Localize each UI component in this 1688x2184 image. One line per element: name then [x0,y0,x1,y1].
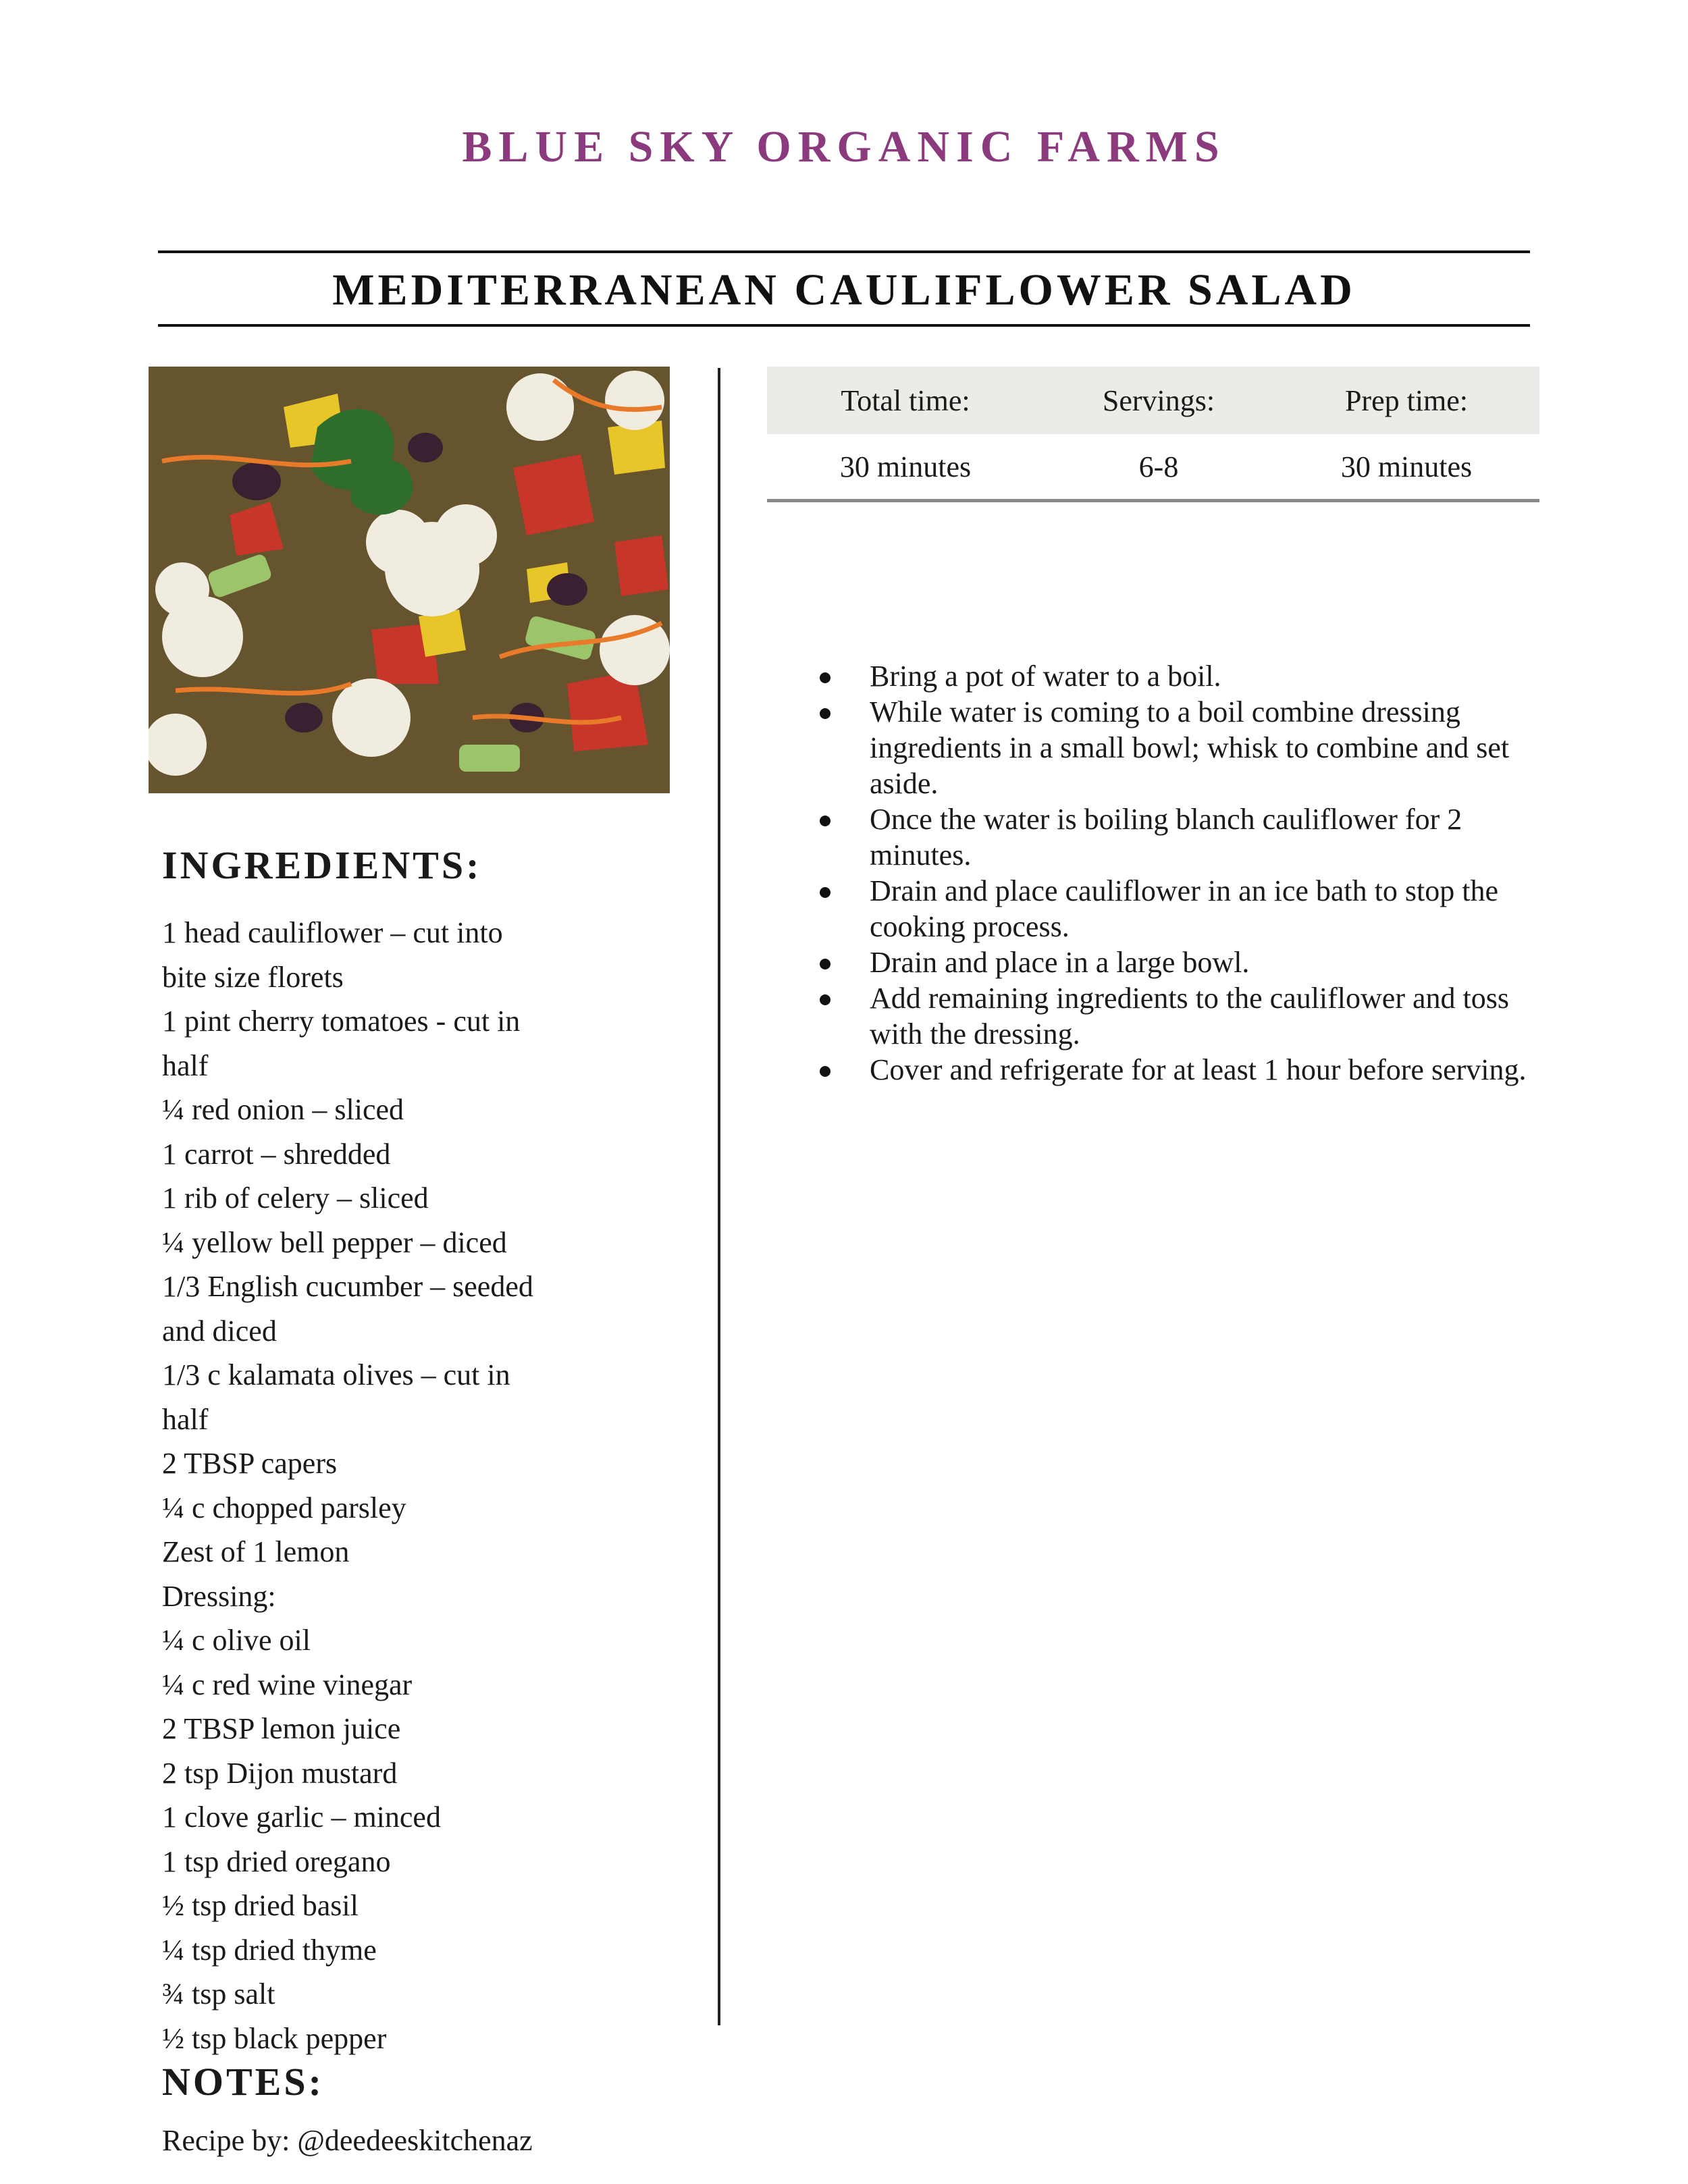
ingredient-line: 1 head cauliflower – cut into [162,916,503,949]
prep-time-value: 30 minutes [1340,450,1473,483]
bullet-icon [820,887,830,898]
servings-value: 6-8 [1138,450,1179,483]
bullet-icon [820,816,830,826]
bullet-icon [820,708,830,719]
column-divider [718,368,720,2025]
direction-text: Cover and refrigerate for at least 1 hour before serving. [870,1053,1527,1086]
ingredient-line: ¼ c chopped parsley [162,1491,406,1524]
direction-step [810,658,1539,694]
ingredient-line: half [162,1402,209,1436]
ingredient-line: 1 tsp dried oregano [162,1844,391,1878]
direction-text: Drain and place in a large bowl. [870,946,1250,979]
title-top-rule [158,250,1530,253]
ingredient-line: ¾ tsp salt [162,1977,275,2010]
salad-photo [149,367,670,793]
ingredient-line: ¼ c olive oil [162,1624,311,1657]
bullet-icon [820,672,830,683]
direction-step [810,1052,1539,1088]
ingredient-line: 1/3 c kalamata olives – cut in [162,1358,510,1391]
bullet-icon [820,959,830,969]
ingredient-line: ¼ tsp dried thyme [162,1933,377,1967]
ingredient-line: ½ tsp black pepper [162,2021,387,2055]
ingredient-line: 2 TBSP capers [162,1447,338,1480]
total-time-value: 30 minutes [839,450,972,483]
ingredient-line: ¼ yellow bell pepper – diced [162,1225,507,1259]
ingredient-line: and diced [162,1314,277,1348]
direction-step [810,873,1539,944]
dressing-label: Dressing: [162,1579,276,1613]
direction-step [810,980,1539,1052]
direction-text: Once the water is boiling blanch cauliflower for 2 minutes. [870,803,1462,872]
direction-text: While water is coming to a boil combine dressing ingredients in a small bowl; whisk to combine and set aside. [870,695,1510,800]
ingredient-line: 2 TBSP lemon juice [162,1712,401,1745]
info-header-row [767,367,1539,434]
ingredient-line: ½ tsp dried basil [162,1889,359,1922]
ingredient-line: ¼ red onion – sliced [162,1093,404,1126]
title-bottom-rule [158,324,1530,327]
ingredient-line: 1 carrot – shredded [162,1137,391,1171]
ingredients-list [162,911,567,2060]
ingredients-heading: INGREDIENTS: [162,843,482,887]
ingredient-line: bite size florets [162,960,344,994]
info-value-row [767,434,1539,502]
direction-text: Add remaining ingredients to the cauliflower and toss with the dressing. [870,982,1509,1050]
direction-step [810,694,1539,801]
directions-list [810,658,1539,1088]
ingredient-line: half [162,1048,209,1082]
notes-heading: NOTES: [162,2060,324,2104]
total-time-label: Total time: [841,383,970,417]
servings-label: Servings: [1102,383,1215,417]
ingredient-line: 2 tsp Dijon mustard [162,1756,398,1790]
recipe-title: MEDITERRANEAN CAULIFLOWER SALAD [332,265,1356,315]
direction-step [810,944,1539,980]
ingredient-line: 1 clove garlic – minced [162,1801,441,1834]
recipe-credit: Recipe by: @deedeeskitchenaz [162,2124,533,2157]
ingredient-line: 1 pint cherry tomatoes - cut in [162,1005,521,1038]
prep-time-label: Prep time: [1344,383,1469,417]
bullet-icon [820,994,830,1005]
direction-text: Bring a pot of water to a boil. [870,660,1221,693]
ingredient-line: Zest of 1 lemon [162,1535,350,1568]
ingredient-line: 1/3 English cucumber – seeded [162,1270,533,1303]
bullet-icon [820,1066,830,1077]
recipe-info-table [767,367,1539,502]
direction-step [810,801,1539,873]
direction-text: Drain and place cauliflower in an ice bath to stop the cooking process. [870,874,1498,943]
farm-name: BLUE SKY ORGANIC FARMS [462,122,1226,171]
ingredient-line: ¼ c red wine vinegar [162,1668,413,1701]
ingredient-line: 1 rib of celery – sliced [162,1181,429,1215]
